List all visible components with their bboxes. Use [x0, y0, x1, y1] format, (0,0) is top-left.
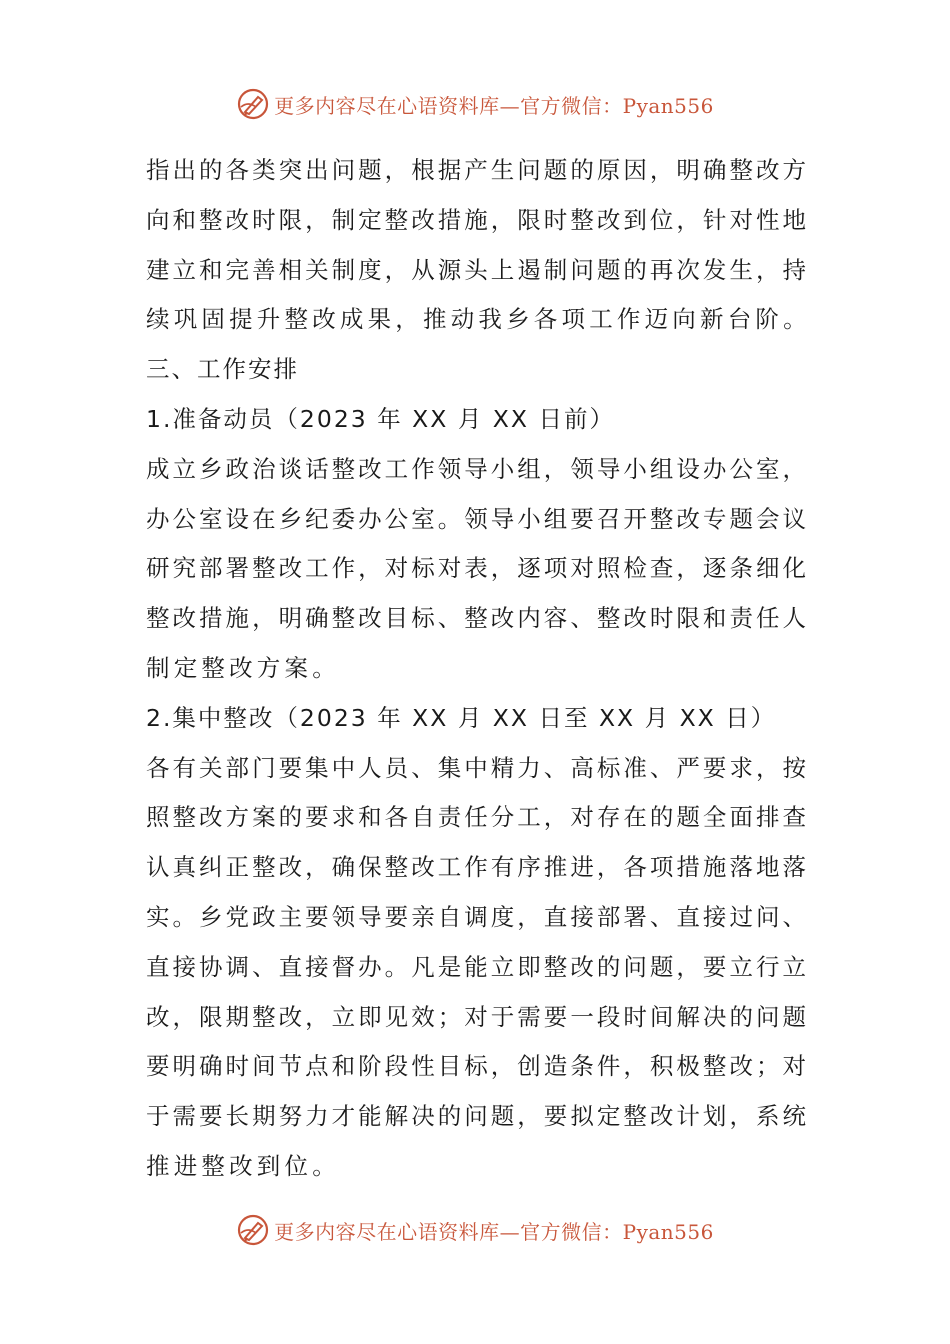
paragraph-line: 研究部署整改工作，对标对表，逐项对照检查，逐条细化: [146, 554, 806, 583]
paragraph-line: 整改措施，明确整改目标、整改内容、整改时限和责任人: [146, 604, 806, 633]
watermark-text: 更多内容尽在心语资料库—官方微信：Pyan556: [274, 1219, 714, 1244]
paragraph-line: 制定整改方案。: [146, 653, 340, 682]
paragraph-line: 办公室设在乡纪委办公室。领导小组要召开整改专题会议: [146, 504, 806, 533]
section-heading: 三、工作安排: [146, 355, 299, 384]
paragraph-line: 于需要长期努力才能解决的问题，要拟定整改计划，系统: [146, 1102, 806, 1131]
paragraph-line: 实。乡党政主要领导要亲自调度，直接部署、直接过问、: [146, 902, 806, 931]
paragraph-line: 改，限期整改，立即见效；对于需要一段时间解决的问题: [146, 1002, 806, 1031]
paragraph-line: 推进整改到位。: [146, 1151, 340, 1180]
header-watermark: [0, 86, 950, 122]
paragraph-line: 各有关部门要集中人员、集中精力、高标准、严要求，按: [146, 753, 806, 782]
paragraph-line: 直接协调、直接督办。凡是能立即整改的问题，要立行立: [146, 952, 806, 981]
pen-logo-icon: [236, 1213, 270, 1247]
watermark-text: 更多内容尽在心语资料库—官方微信：Pyan556: [274, 93, 714, 118]
paragraph-line: 建立和完善相关制度，从源头上遏制问题的再次发生，持: [146, 255, 806, 284]
paragraph-line: 向和整改时限，制定整改措施，限时整改到位，针对性地: [146, 205, 806, 234]
paragraph-line: 要明确时间节点和阶段性目标，创造条件，积极整改；对: [146, 1052, 806, 1081]
pen-logo-icon: [236, 87, 270, 121]
paragraph-line: 照整改方案的要求和各自责任分工，对存在的题全面排查: [146, 803, 806, 832]
paragraph-line: 成立乡政治谈话整改工作领导小组，领导小组设办公室，: [146, 454, 806, 483]
document-body: [146, 146, 811, 1192]
footer-watermark: [0, 1212, 950, 1248]
section-heading: 1.准备动员（2023 年 XX 月 XX 日前）: [146, 404, 615, 433]
section-heading: 2.集中整改（2023 年 XX 月 XX 日至 XX 月 XX 日）: [146, 703, 777, 732]
paragraph-line: 认真纠正整改，确保整改工作有序推进，各项措施落地落: [146, 853, 806, 882]
paragraph-line: 指出的各类突出问题，根据产生问题的原因，明确整改方: [146, 156, 806, 184]
paragraph-line: 续巩固提升整改成果，推动我乡各项工作迈向新台阶。: [146, 305, 811, 334]
